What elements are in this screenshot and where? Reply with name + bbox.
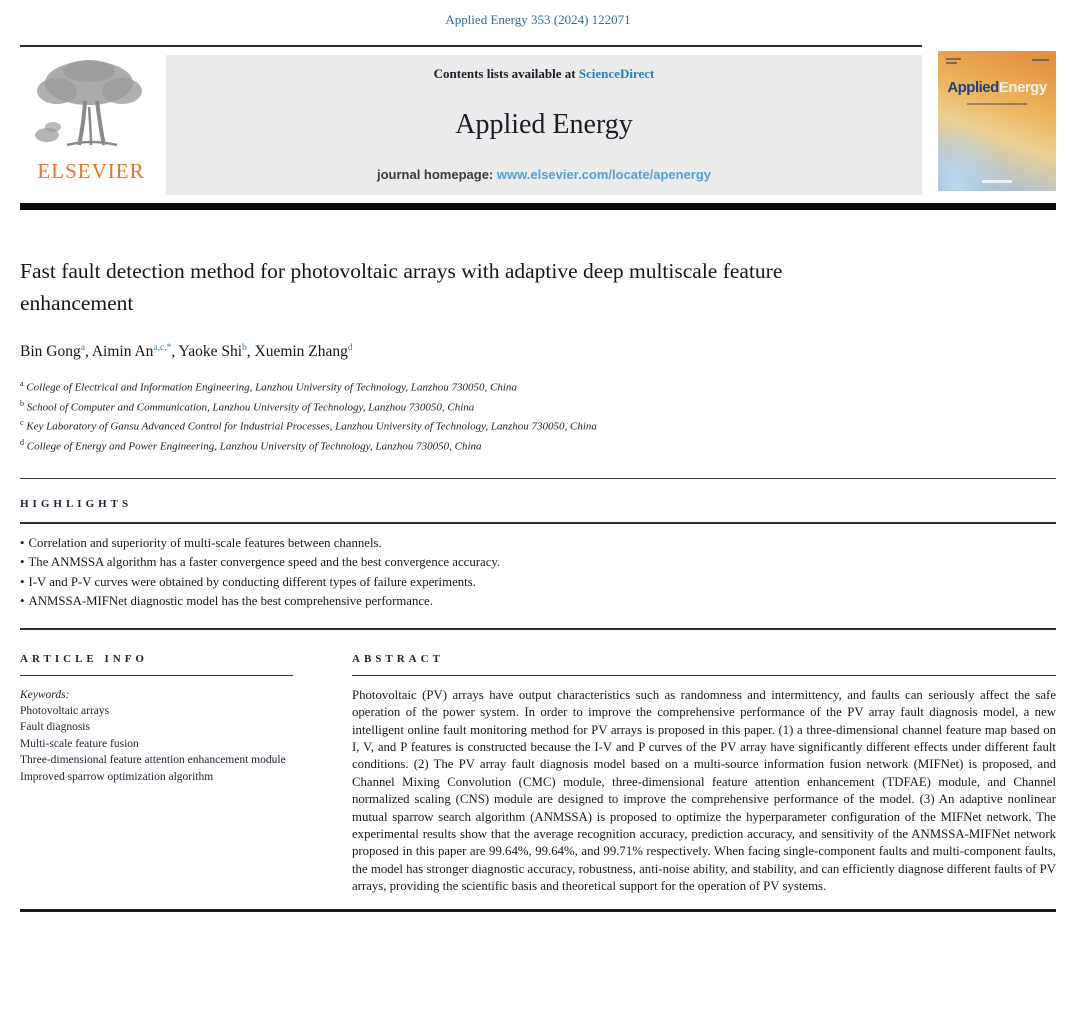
affiliation-text: College of Electrical and Information Engineering, Lanzhou University of Technology, Lanzhou 730050, China — [26, 381, 517, 394]
author-affiliation-marker: a,c,* — [153, 343, 172, 353]
author-affiliation-marker: a — [80, 343, 85, 353]
author-affiliation-marker: d — [347, 343, 353, 353]
divider — [20, 628, 1056, 630]
keyword: Photovoltaic arrays — [20, 704, 110, 717]
keyword: Fault diagnosis — [20, 721, 90, 734]
homepage-line — [377, 167, 711, 182]
highlight-text: ANMSSA-MIFNet diagnostic model has the best comprehensive performance. — [28, 594, 433, 609]
highlights-heading: HIGHLIGHTS — [20, 497, 133, 510]
affiliation-marker: b — [20, 398, 24, 408]
bullet-icon: • — [20, 574, 25, 589]
banner-row — [20, 55, 922, 195]
elsevier-wordmark: ELSEVIER — [37, 159, 145, 183]
author-separator: , — [246, 343, 255, 361]
abstract-column — [352, 653, 1056, 896]
article-info-column — [20, 653, 320, 896]
journal-banner — [166, 55, 922, 195]
homepage-label: journal homepage: — [376, 167, 494, 182]
masthead-left — [20, 45, 922, 195]
affiliation-marker: a — [20, 379, 24, 389]
author-name: Bin Gong — [20, 343, 81, 361]
contents-line — [434, 66, 655, 82]
cover-title-energy: Energy — [998, 79, 1047, 96]
elsevier-tree-icon — [27, 57, 155, 157]
journal-citation: Applied Energy 353 (2024) 122071 — [445, 12, 631, 27]
affiliation — [20, 376, 1056, 396]
abstract-text: Photovoltaic (PV) arrays have output characteristics such as randomness and intermittency, and faults can seriously affect the safe operation of the power system. In order to improve the comprehensive performance of the PV array fault diagnosis model, a new intelligent online fault monitoring method for PV arrays is proposed in this paper. (1) a three-dimensional channel feature map based on I, V, and P features is constructed because the I-V and P curves of the PV array have significantly different effects under different fault conditions. (2) The PV array fault diagnosis model based on a multi-source information fusion network (MIFNet) is proposed, and Channel Mixing Convolution (CMC) module, three-dimensional feature attention enhancement (TDFAE) module, and Channel normalized scaling (CNS) module are designed to improve the comprehensive performance of the model. (3) An adaptive nonlinear mutual sparrow search algorithm (ANMSSA) is proposed to optimize the hyperparameter configuration of the MIFNet network. The experimental results show that the average recognition accuracy, prediction accuracy, and sensitivity of the ANMSSA-MIFNet network proposed in this paper are 99.64%, 99.64%, and 99.71% respectively. When facing single-component faults and multi-component faults, the model has stronger diagnostic accuracy, robustness, anti-noise ability, and stability, and can efficiently diagnose different faults of PV arrays, providing the scientific basis and theoretical support for the operation of PV systems. — [352, 687, 1056, 894]
bullet-icon: • — [20, 535, 25, 550]
sciencedirect-link[interactable]: ScienceDirect — [578, 66, 655, 81]
article-title: Fast fault detection method for photovoltaic arrays with adaptive deep multiscale feature enhancement — [20, 259, 783, 315]
divider — [20, 522, 1056, 524]
affiliation — [20, 396, 1056, 416]
cover-decoration — [1032, 59, 1049, 61]
keyword: Multi-scale feature fusion — [20, 737, 139, 750]
author-affiliation-marker: b — [242, 343, 247, 353]
author-list — [20, 343, 1056, 361]
page-bottom-rule — [20, 909, 1056, 912]
keywords-label: Keywords: — [20, 688, 70, 701]
article-info-heading: ARTICLE INFO — [20, 652, 148, 665]
author — [179, 343, 255, 360]
highlight-text: Correlation and superiority of multi-scale features between channels. — [28, 535, 382, 550]
cover-title — [938, 79, 1056, 96]
cover-decoration — [946, 58, 961, 60]
divider — [352, 675, 1056, 676]
abstract-heading: ABSTRACT — [352, 652, 444, 665]
highlight-text: I-V and P-V curves were obtained by conducting different types of failure experiments. — [28, 574, 476, 589]
affiliation-marker: d — [20, 438, 24, 448]
affiliation-text: School of Computer and Communication, Lanzhou University of Technology, Lanzhou 730050, China — [26, 401, 475, 414]
highlight-item — [20, 553, 1056, 573]
highlights-list — [20, 534, 1056, 612]
journal-title: Applied Energy — [455, 108, 633, 140]
author-separator: , — [84, 343, 92, 361]
affiliation — [20, 415, 1056, 435]
keyword: Three-dimensional feature attention enhancement module — [20, 754, 286, 767]
affiliations — [20, 376, 1056, 455]
masthead — [20, 45, 1056, 195]
affiliation — [20, 435, 1056, 455]
author-name: Yaoke Shi — [178, 343, 242, 361]
highlight-item — [20, 534, 1056, 554]
highlight-text: The ANMSSA algorithm has a faster convergence speed and the best convergence accuracy. — [28, 555, 501, 570]
homepage-url-link[interactable]: www.elsevier.com/locate/apenergy — [496, 167, 712, 182]
author — [20, 343, 92, 360]
divider — [20, 675, 293, 676]
elsevier-logo — [20, 55, 162, 195]
bullet-icon: • — [20, 555, 25, 570]
cover-decoration — [982, 180, 1012, 183]
author-separator: , — [171, 343, 179, 361]
info-abstract-section — [20, 653, 1056, 896]
highlight-item — [20, 573, 1056, 593]
author — [92, 343, 179, 360]
keyword: Improved sparrow optimization algorithm — [20, 770, 214, 783]
bullet-icon: • — [20, 594, 25, 609]
author-name: Xuemin Zhang — [254, 343, 348, 361]
affiliation-text: College of Energy and Power Engineering, Lanzhou University of Technology, Lanzhou 730050, China — [26, 440, 482, 453]
contents-available-text: Contents lists available at — [433, 66, 576, 81]
masthead-bottom-rule — [20, 203, 1056, 210]
divider — [20, 478, 1056, 479]
cover-title-applied: Applied — [947, 79, 999, 96]
affiliation-marker: c — [20, 418, 24, 428]
author-name: Aimin An — [91, 343, 154, 361]
masthead-top-rule — [20, 45, 922, 47]
affiliation-text: Key Laboratory of Gansu Advanced Control for Industrial Processes, Lanzhou University of Technology, Lanzhou 730050, China — [26, 421, 597, 434]
cover-decoration — [946, 62, 957, 64]
highlight-item — [20, 592, 1056, 612]
journal-cover-thumbnail — [938, 51, 1056, 191]
cover-decoration — [967, 103, 1027, 105]
author — [255, 343, 353, 360]
